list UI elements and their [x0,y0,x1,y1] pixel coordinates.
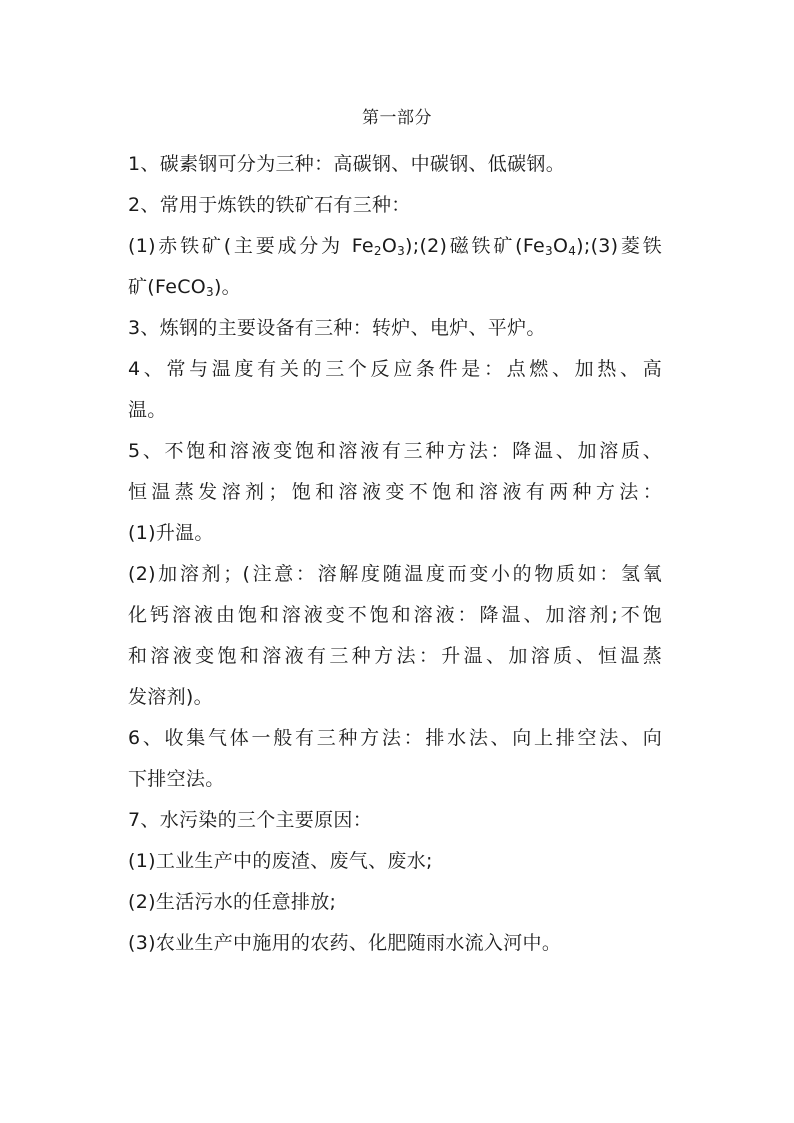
ore-text: );(3)菱铁 [576,235,662,257]
ore-text: O [552,235,569,257]
subscript: 3 [206,285,214,299]
item-5-note-continued: 和溶液变饱和溶液有三种方法：升温、加溶质、恒温蒸 [128,645,662,667]
item-3-steelmaking-equipment: 3、炼钢的主要设备有三种：转炉、电炉、平炉。 [128,317,546,339]
item-2-ores-detail [128,226,662,267]
item-4-continued: 温。 [128,399,167,421]
ore-text: O [381,235,398,257]
subscript: 3 [397,244,406,258]
item-5-saturation-methods: 5、不饱和溶液变饱和溶液有三种方法：降温、加溶质、 [128,440,662,462]
item-5-method-1: (1)升温。 [128,522,214,544]
item-5-note-end: 发溶剂)。 [128,686,213,708]
ore-text: )。 [213,276,241,298]
document-body [128,144,662,964]
subscript: 4 [568,244,577,258]
item-5-method-2: (2)加溶剂；(注意：溶解度随温度而变小的物质如：氢氧 [128,563,662,585]
item-6-continued: 下排空法。 [128,768,225,790]
subscript: 3 [545,244,553,258]
ore-text: (1)赤铁矿(主要成分为 Fe [128,235,374,257]
item-6-gas-collection: 6、收集气体一般有三种方法：排水法、向上排空法、向 [128,727,662,749]
item-7-cause-3: (3)农业生产中施用的农药、化肥随雨水流入河中。 [128,932,562,954]
ore-text: 矿(FeCO [128,276,207,298]
item-5-note: 化钙溶液由饱和溶液变不饱和溶液：降温、加溶剂;不饱 [128,604,662,626]
item-5-continued: 恒温蒸发溶剂；饱和溶液变不饱和溶液有两种方法： [128,481,662,503]
item-7-cause-1: (1)工业生产中的废渣、废气、废水; [128,850,433,872]
item-2-ores-detail-continued [128,267,662,308]
ore-text: );(2)磁铁矿(Fe [405,235,546,257]
item-7-water-pollution: 7、水污染的三个主要原因： [128,809,372,831]
item-7-cause-2: (2)生活污水的任意排放; [128,891,337,913]
subscript: 2 [373,244,382,258]
item-1-carbon-steel: 1、碳素钢可分为三种：高碳钢、中碳钢、低碳钢。 [128,153,565,175]
item-4-temperature-conditions: 4、常与温度有关的三个反应条件是：点燃、加热、高 [128,358,662,380]
item-2-iron-ores: 2、常用于炼铁的铁矿石有三种： [128,194,411,216]
page-title: 第一部分 [362,108,432,128]
